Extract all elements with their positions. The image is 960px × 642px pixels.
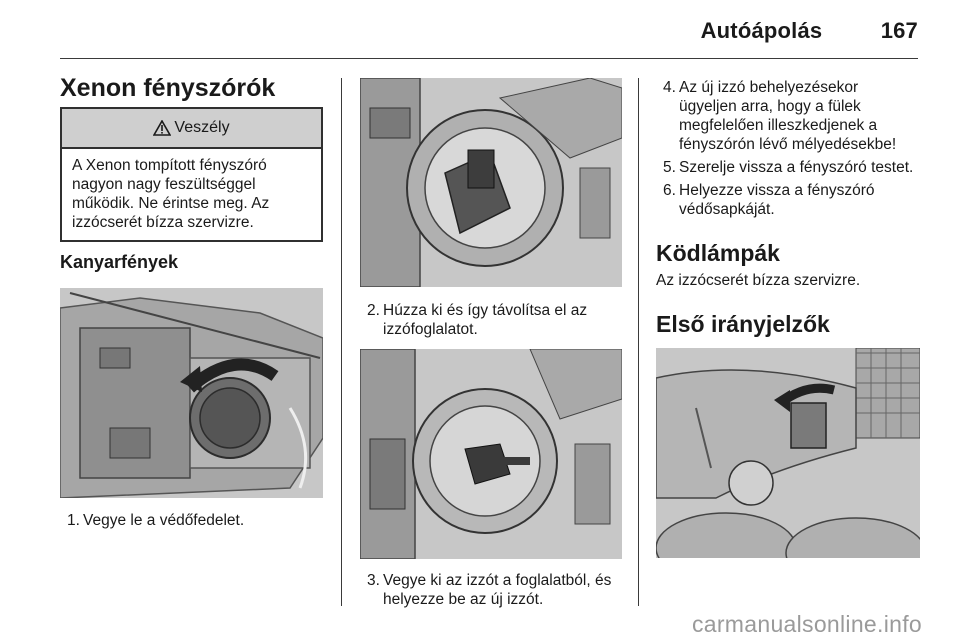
warning-box [60, 107, 323, 242]
steps-list-1 [60, 511, 323, 530]
header-rule [60, 58, 918, 59]
heading-fog-lamps: Ködlámpák [656, 240, 780, 266]
column-divider-2 [638, 78, 639, 606]
page-number: 167 [880, 18, 918, 43]
list-item: 4. Az új izzó behelyezésekor ügyeljen arra, hogy a fülek megfelelően illeszkedjenek a fényszórón lévő mélyedésekbe! [663, 79, 897, 153]
list-item: 1. Vegye le a védőfedelet. [67, 512, 245, 529]
column-1 [60, 70, 323, 530]
warning-header [62, 109, 321, 149]
photo-bulb-socket [360, 78, 622, 287]
warning-label: Veszély [174, 119, 230, 136]
photo-front-indicator [656, 348, 920, 558]
watermark: carmanualsonline.info [691, 611, 922, 637]
page-header [701, 18, 918, 44]
subheading-cornering-lights: Kanyarfények [60, 252, 179, 272]
list-item: 3. Vegye ki az izzót a foglalatból, és helyezze be az új izzót. [367, 572, 612, 608]
list-item: 6. Helyezze vissza a fényszóró védősapkáját. [663, 182, 875, 218]
warning-triangle-icon [153, 120, 171, 136]
column-2 [360, 78, 622, 609]
list-item: 2. Húzza ki és így távolítsa el az izzófoglalatot. [367, 302, 588, 338]
photo-cornering-light [60, 288, 323, 498]
steps-list-3 [360, 571, 622, 609]
column-divider-1 [341, 78, 342, 606]
heading-front-indicators: Első irányjelzők [656, 311, 830, 337]
warning-text: A Xenon tompított fényszóró nagyon nagy feszültséggel működik. Ne érintse meg. Az izzócserét bízza szervizre. [72, 157, 270, 231]
section-title: Autóápolás [700, 18, 823, 43]
list-item: 5. Szerelje vissza a fényszóró testet. [663, 159, 914, 176]
column-3 [656, 78, 920, 558]
page-title: Xenon fényszórók [60, 74, 276, 102]
steps-list-2 [360, 301, 622, 339]
steps-list-4 [656, 78, 920, 219]
photo-bulb-removal [360, 349, 622, 559]
fog-lamps-text: Az izzócserét bízza szervizre. [656, 272, 861, 289]
